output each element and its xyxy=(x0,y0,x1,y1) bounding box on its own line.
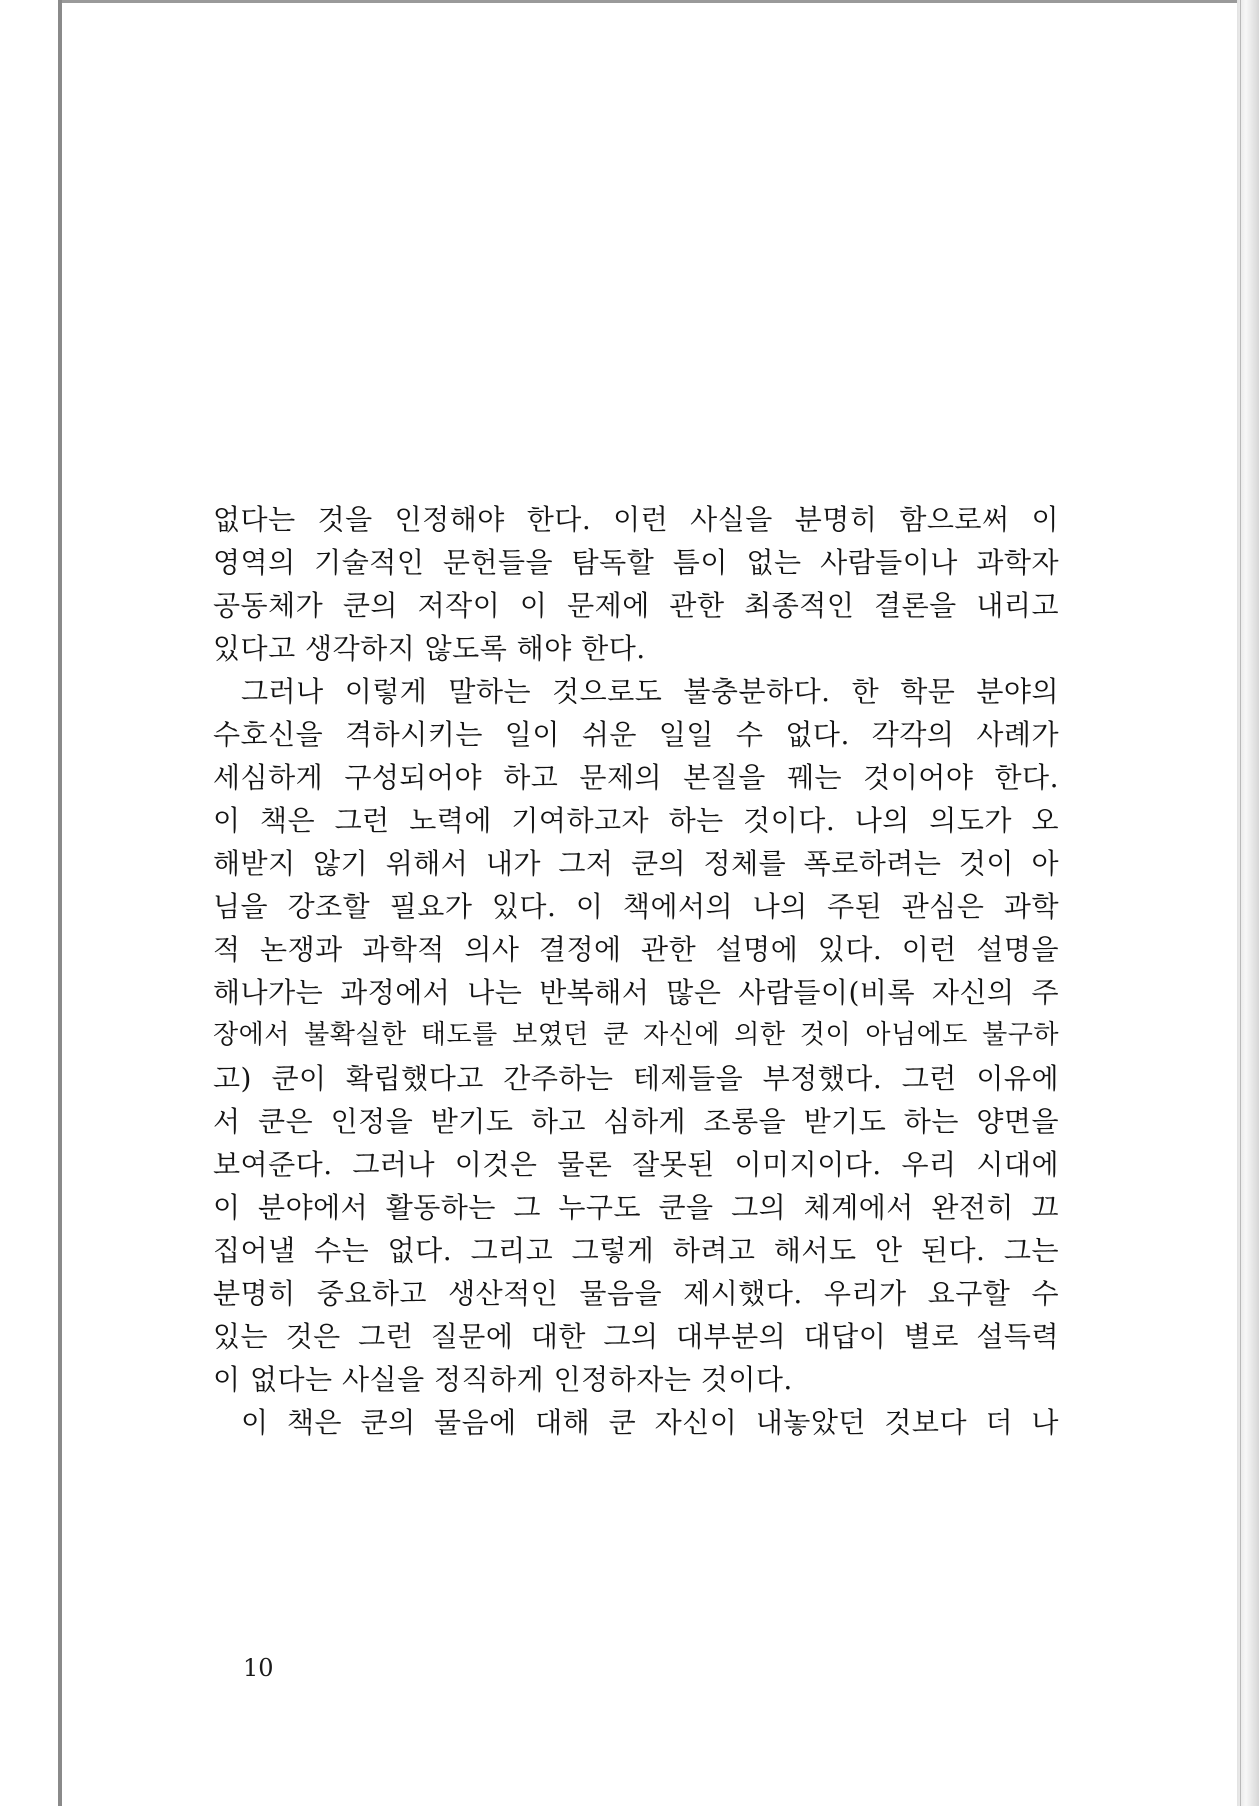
text-line: 있는 것은 그런 질문에 대한 그의 대부분의 대답이 별로 설득력 xyxy=(213,1320,1059,1353)
page-number: 10 xyxy=(243,1654,274,1682)
text-line: 있다고 생각하지 않도록 해야 한다. xyxy=(213,632,646,665)
text-line: 이 분야에서 활동하는 그 누구도 쿤을 그의 체계에서 완전히 끄 xyxy=(213,1191,1059,1224)
text-line: 그러나 이렇게 말하는 것으로도 불충분하다. 한 학문 분야의 xyxy=(241,675,1059,708)
text-line: 적 논쟁과 과학적 의사 결정에 관한 설명에 있다. 이런 설명을 xyxy=(213,933,1059,966)
text-line: 님을 강조할 필요가 있다. 이 책에서의 나의 주된 관심은 과학 xyxy=(213,890,1059,923)
page-right-edge-line xyxy=(1240,0,1241,1806)
text-line: 서 쿤은 인정을 받기도 하고 심하게 조롱을 받기도 하는 양면을 xyxy=(213,1105,1059,1138)
text-line: 이 책은 쿤의 물음에 대해 쿤 자신이 내놓았던 것보다 더 나 xyxy=(241,1406,1059,1439)
text-line: 분명히 중요하고 생산적인 물음을 제시했다. 우리가 요구할 수 xyxy=(213,1277,1059,1310)
page-top-edge xyxy=(58,0,1259,3)
text-line: 이 없다는 사실을 정직하게 인정하자는 것이다. xyxy=(213,1363,793,1396)
text-line: 보여준다. 그러나 이것은 물론 잘못된 이미지이다. 우리 시대에 xyxy=(213,1148,1059,1181)
text-line: 이 책은 그런 노력에 기여하고자 하는 것이다. 나의 의도가 오 xyxy=(213,804,1059,837)
text-line: 해받지 않기 위해서 내가 그저 쿤의 정체를 폭로하려는 것이 아 xyxy=(213,847,1059,880)
text-line: 공동체가 쿤의 저작이 이 문제에 관한 최종적인 결론을 내리고 xyxy=(213,589,1059,622)
body-text xyxy=(213,498,1059,1444)
text-line: 세심하게 구성되어야 하고 문제의 본질을 꿰는 것이어야 한다. xyxy=(213,761,1059,794)
page-left-edge xyxy=(58,0,62,1806)
text-line: 해나가는 과정에서 나는 반복해서 많은 사람들이(비록 자신의 주 xyxy=(213,976,1059,1009)
text-line: 영역의 기술적인 문헌들을 탐독할 틈이 없는 사람들이나 과학자 xyxy=(213,546,1059,579)
text-line: 집어낼 수는 없다. 그리고 그렇게 하려고 해서도 안 된다. 그는 xyxy=(213,1234,1059,1267)
text-line: 수호신을 격하시키는 일이 쉬운 일일 수 없다. 각각의 사례가 xyxy=(213,718,1059,751)
text-line: 장에서 불확실한 태도를 보였던 쿤 자신에 의한 것이 아님에도 불구하 xyxy=(213,1020,1059,1050)
text-line: 고) 쿤이 확립했다고 간주하는 테제들을 부정했다. 그런 이유에 xyxy=(213,1062,1059,1095)
text-line: 없다는 것을 인정해야 한다. 이런 사실을 분명히 함으로써 이 xyxy=(213,503,1059,536)
